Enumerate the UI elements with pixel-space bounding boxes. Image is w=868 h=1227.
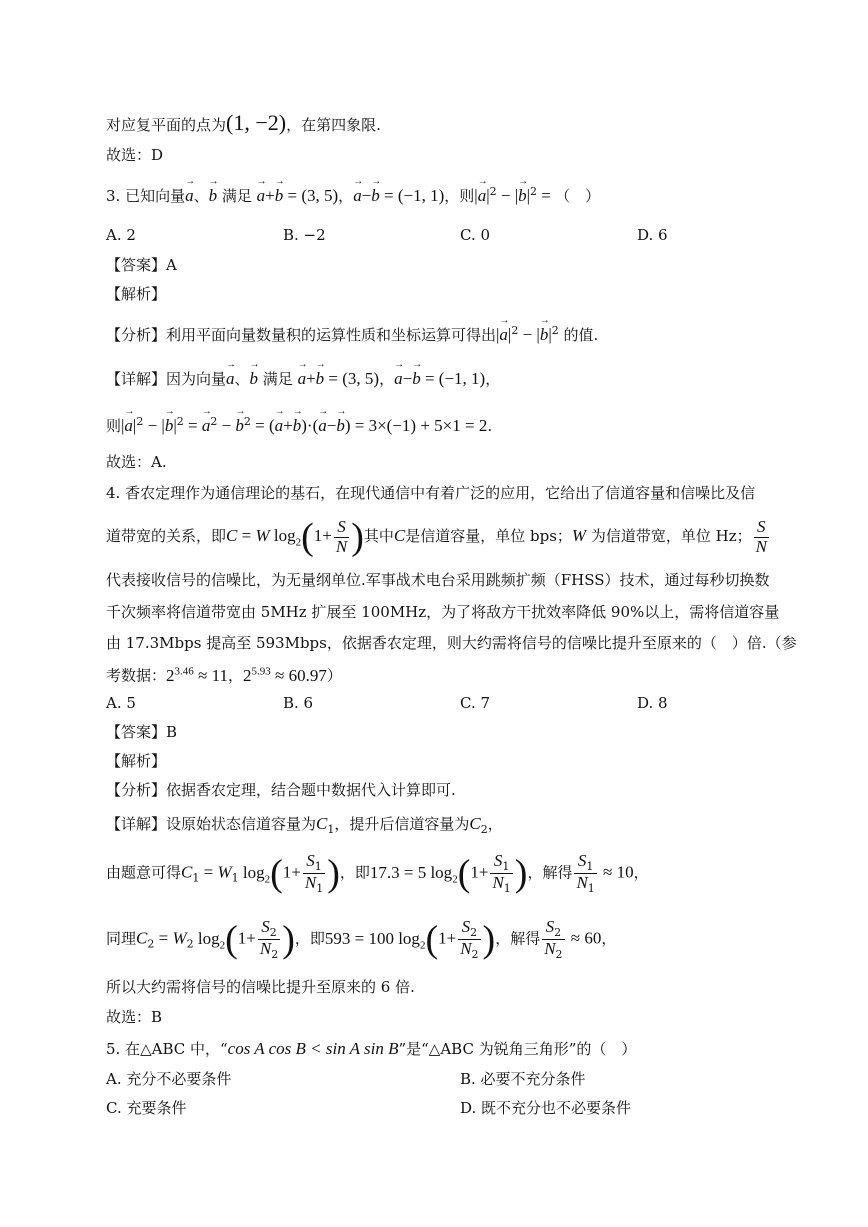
- question-4-stem: 4. 香农定理作为通信理论的基石，在现代通信中有着广泛的应用，它给出了信道容量和信噪比及信: [106, 484, 756, 502]
- choose-text: 故选：A.: [106, 453, 167, 471]
- question-4-formula-line: 道带宽的关系，即C = W $\log_2(1+$ $\frac{S}{N}$ )其中C是信道容量，单位 bps；W 为信道带宽，单位 Hz； $\frac{S}{N}$: [106, 516, 767, 559]
- answer-label: 【答案】B: [106, 723, 178, 741]
- option-d: D. 6: [637, 226, 668, 244]
- analysis-text: 【分析】依据香农定理，结合题中数据代入计算即可.: [106, 781, 456, 799]
- detail-text: 【详解】因为向量→ a、→ b 满足 → a+→ b = (3, 5)，→ a−→ b = (−1, 1)，: [106, 370, 500, 387]
- text-line: 千次频率将信道带宽由 5MHz 扩展至 100MHz，为了将敌方干扰效率降低 90%以上，需将信道容量: [106, 603, 780, 621]
- option-c: C. 充要条件: [106, 1099, 187, 1117]
- text-line: 故选：D: [106, 146, 164, 164]
- option-a: A. 2: [106, 226, 136, 244]
- analysis-text: 【分析】利用平面向量数量积的运算性质和坐标运算可得出|→ $a|^2$ − |→ $b|^2$ 的值.: [106, 325, 598, 343]
- text-line: 对应复平面的点为(1, −2)，在第四象限.: [106, 110, 381, 135]
- question-3-stem: 3. 已知向量→ a、→ b 满足 → a+→ b = (3, 5)，→ a−→ b = (−1, 1)，则|→ $a|^2$ − |→ $b|^2$ = （ ）: [106, 186, 600, 204]
- question-5-stem: 5. 在△ABC 中，“cos A cos B < sin A sin B”是“△ABC 为锐角三角形”的（ ）: [106, 1039, 637, 1058]
- detail-calc-1: 由题意可得$C_1 = W_1$ $\log_2(1+$ $\frac{S_1}{N_1}$ )，即17.3 = 5 $\log_2(1+$ $\frac{S_1}{N_1}$ )，解得 $\frac{S_1}{N_1}$ ≈ 10，: [106, 851, 649, 896]
- text-line: 所以大约需将信号的信噪比提升至原来的 6 倍.: [106, 978, 415, 996]
- detail-text: 【详解】设原始状态信道容量为$C_1$，提升后信道容量为$C_2$，: [106, 814, 503, 836]
- option-b: B. 必要不充分条件: [460, 1070, 586, 1088]
- option-b: B. −2: [283, 226, 326, 244]
- analysis-label: 【解析】: [106, 285, 167, 303]
- option-d: D. 既不充分也不必要条件: [460, 1099, 632, 1117]
- option-c: C. 0: [460, 226, 491, 244]
- text-line: 考数据：$2^{3.46} \approx 11$，$2^{5.93} \approx 60.97$）: [106, 665, 342, 685]
- text-line: 代表接收信号的信噪比，为无量纲单位.军事战术电台采用跳频扩频（FHSS）技术，通过每秒切换数: [106, 571, 770, 589]
- detail-calc: 则|→ $a|^2$ − |→ $b|^2$ = → $a^2$ − → $b^2$ = (→ a+→ b)·(→ a−→ b) = 3×(−1) + 5×1 = 2.: [106, 416, 492, 434]
- option-a: A. 充分不必要条件: [106, 1070, 232, 1088]
- option-b: B. 6: [283, 694, 314, 712]
- answer-label: 【答案】A: [106, 256, 177, 274]
- text-line: 由 17.3Mbps 提高至 593Mbps，依据香农定理，则大约需将信号的信噪比提升至原来的（ ）倍.（参: [106, 634, 797, 652]
- detail-calc-2: 同理$C_2 = W_2$ $\log_2(1+$ $\frac{S_2}{N_2}$ )，即593 = 100 $\log_2(1+$ $\frac{S_2}{N_2}$ )，解得 $\frac{S_2}{N_2}$ ≈ 60，: [106, 917, 617, 962]
- option-d: D. 8: [637, 694, 668, 712]
- option-c: C. 7: [460, 694, 491, 712]
- analysis-label: 【解析】: [106, 752, 167, 770]
- choose-text: 故选：B: [106, 1008, 163, 1026]
- option-a: A. 5: [106, 694, 136, 712]
